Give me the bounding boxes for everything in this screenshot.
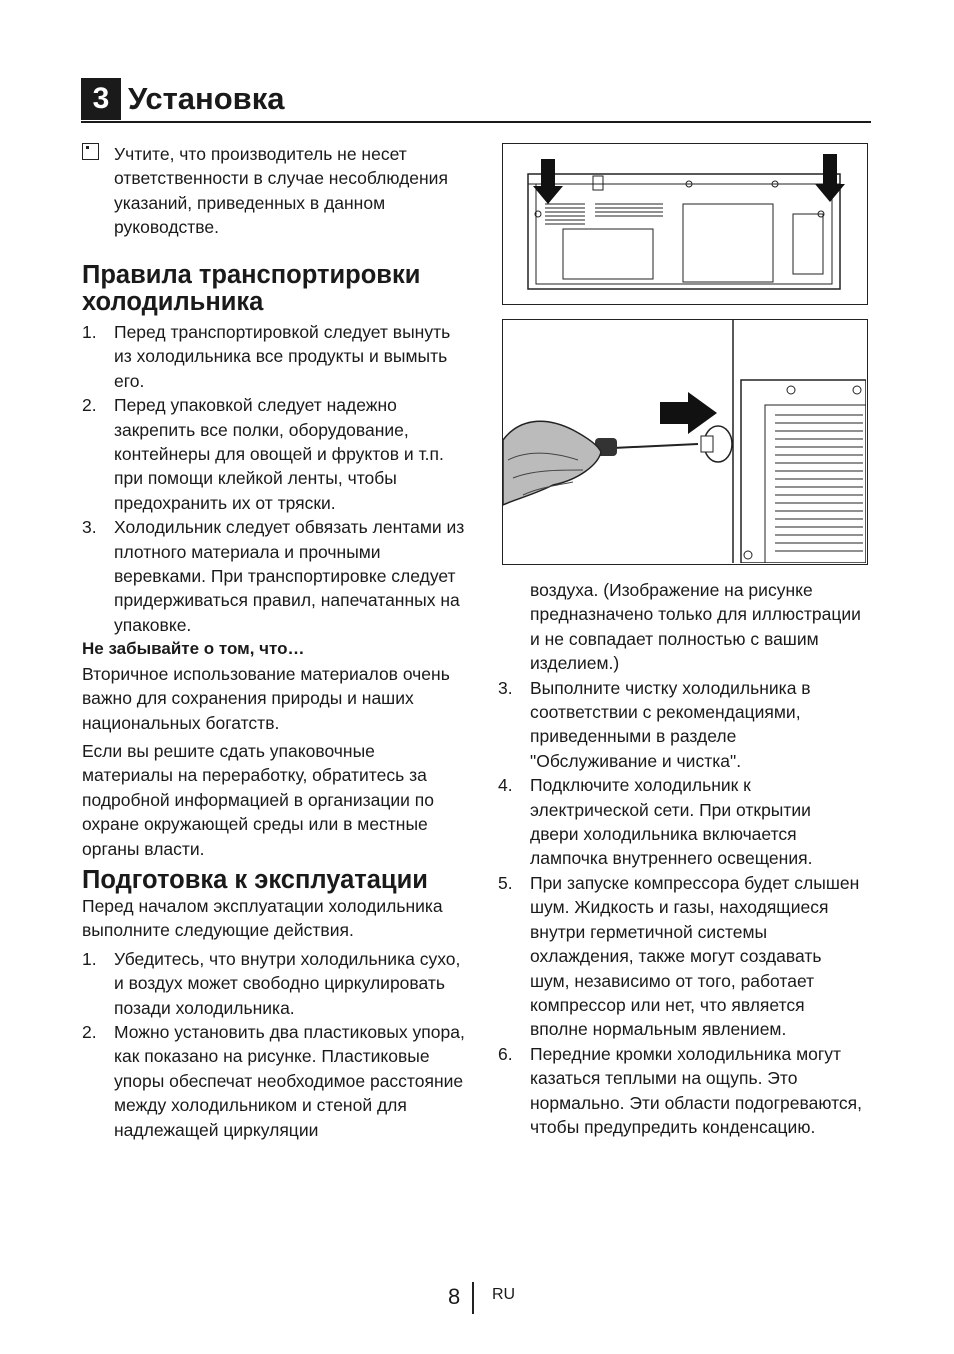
section-rule [81, 121, 871, 123]
list-item: 2. Перед упаковкой следует надежно закрепить все полки, оборудование, контейнеры для овощей и фруктов и т.п. при помощи клейкой ленты, чтобы предохранить их от тряски. [82, 395, 444, 513]
reminder-paragraph-1: Вторичное использование материалов очень важно для сохранения природы и наших национальных богатств. [82, 663, 450, 733]
list-item: 1. Убедитесь, что внутри холодильника сухо, и воздух может свободно циркулировать позади холодильника. [82, 948, 461, 1018]
preparation-intro: Перед началом эксплуатации холодильника выполните следующие действия. [82, 895, 443, 941]
list-item: 3. Выполните чистку холодильника в соответствии с рекомендациями, приведенными в разделе "Обслуживание и чистка". [498, 677, 811, 771]
list-item: 2. Можно установить два пластиковых упора, как показано на рисунке. Пластиковые упоры обеспечат необходимое расстояние между холодильником и стеной для надлежащей циркуляции [82, 1021, 465, 1140]
preparation-list-continued [498, 676, 863, 1140]
right-column [498, 578, 863, 1139]
spacer-installation-illustration [502, 319, 868, 565]
rear-view-illustration [502, 143, 868, 305]
section-number: 3 [81, 78, 121, 120]
rear-view-drawing [503, 144, 866, 303]
language-code: RU [492, 1286, 516, 1303]
transport-heading: Правила транспортировки холодильника [82, 261, 421, 316]
left-column [82, 262, 467, 1142]
page-number: 8 [448, 1284, 461, 1309]
transport-list [82, 320, 467, 637]
list-item: 3. Холодильник следует обвязать лентами из плотного материала и прочными веревками. При транспортировке следует придерживаться правил, напечатанных на упаковке. [82, 517, 465, 635]
reminder-paragraph-2: Если вы решите сдать упаковочные материалы на переработку, обратитесь за подробной информацией в организации по охране окружающей среды или в местные органы власти. [82, 740, 434, 859]
preparation-list [82, 947, 467, 1142]
info-icon [82, 143, 99, 160]
section-title: Установка [128, 81, 285, 116]
list-item: 6. Передние кромки холодильника могут казаться теплыми на ощупь. Это нормально. Эти области подогреваются, чтобы предупредить конденсацию. [498, 1043, 862, 1137]
note-text: Учтите, что производитель не несет ответственности в случае несоблюдения указаний, приведенных в данном руководстве. [114, 144, 448, 238]
preparation-heading: Подготовка к эксплуатации [82, 865, 428, 894]
item2-continued: воздуха. (Изображение на рисунке предназначено только для иллюстрации и не совпадает полностью с вашим изделием.) [530, 580, 861, 674]
list-item: 4. Подключите холодильник к электрической сети. При открытии двери холодильника включается лампочка внутреннего освещения. [498, 775, 813, 869]
reminder-title: Не забывайте о том, что… [82, 639, 305, 659]
list-item: 5. При запуске компрессора будет слышен шум. Жидкость и газы, находящиеся внутри герметичной системы охлаждения, также могут создавать шум, независимо от того, работает компрессор или нет, что является вполне нормальным явлением. [498, 872, 860, 1040]
footer-divider [472, 1282, 474, 1314]
spacer-drawing [503, 320, 866, 563]
list-item: 1. Перед транспортировкой следует вынуть из холодильника все продукты и вымыть его. [82, 322, 451, 391]
